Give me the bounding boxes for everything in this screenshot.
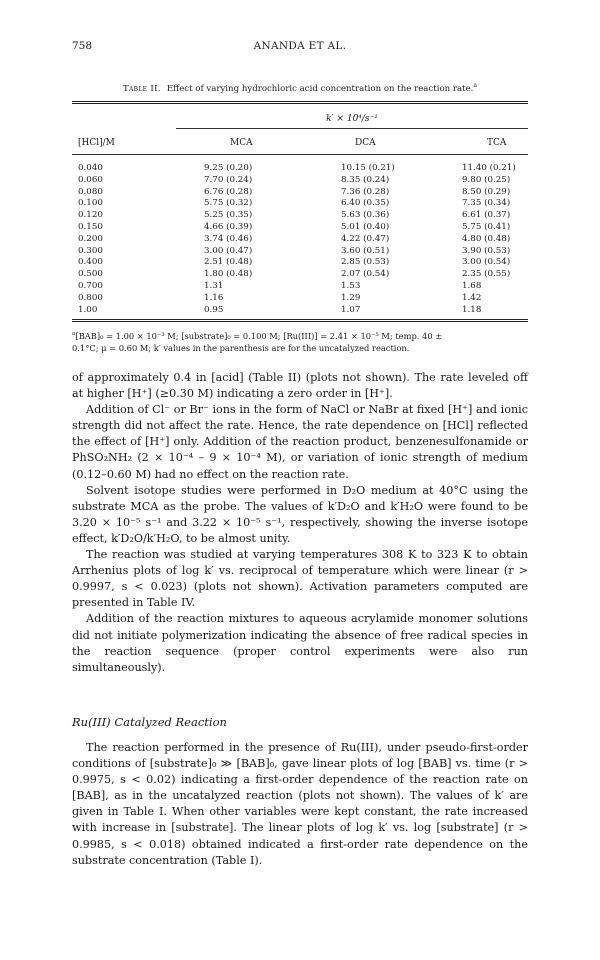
table-cell: 0.500 (78, 269, 103, 280)
section-body-text (72, 740, 528, 869)
table-cell: 7.70 (0.24) (204, 174, 253, 185)
table-cell: 10.15 (0.21) (341, 163, 395, 173)
table-cell: 8.50 (0.29) (462, 186, 511, 197)
section-paragraph: The reaction performed in the presence of Ru(III), under pseudo-first-order conditions of [substrate]₀ ≫ [BAB]₀, gave linear plots of log [BAB] vs. time (r > 0.9975, s < 0.02) indicating a first-order dependence of the reaction rate on [BAB], as in the uncatalyzed reaction (plots not shown). The values of k′ are given in Table I. When other variables were kept constant, the rate increased with increase in [substrate]. The linear plots of log k′ vs. log [substrate] (r > 0.9985, s < 0.018) obtained indicated a first-order rate dependence on the substrate concentration (Table I). (72, 741, 528, 867)
table-caption-text: Effect of varying hydrochloric acid concentration on the reaction rate. (166, 84, 474, 94)
table-cell: 1.00 (78, 304, 98, 315)
table-cell: 6.76 (0.28) (204, 186, 253, 197)
table-cell: 6.40 (0.35) (341, 198, 390, 209)
table-cell: 4.22 (0.47) (341, 233, 390, 244)
table-footnote-line-2 (72, 342, 528, 354)
table-cell: 0.700 (78, 280, 103, 291)
table-footnote-line-1 (72, 330, 528, 342)
running-title: ANANDA ET AL. (253, 40, 347, 52)
table-header-rule (72, 154, 528, 155)
table-row (72, 281, 528, 293)
table-cell: 1.42 (462, 292, 482, 303)
table-cell: 5.75 (0.41) (462, 221, 511, 232)
table-footnote (72, 330, 528, 354)
table-caption (72, 84, 528, 94)
table-cell: 1.68 (462, 280, 482, 291)
table-col-header-dca: DCA (355, 138, 376, 148)
table-cell: 0.300 (78, 245, 103, 256)
table-cell: 3.00 (0.47) (204, 245, 253, 256)
running-head (72, 40, 528, 56)
table-cell: 7.36 (0.28) (341, 186, 390, 197)
table-cell: 5.01 (0.40) (341, 221, 390, 232)
table-row (72, 163, 528, 175)
table-group-header: k′ × 10⁴/s⁻¹ (326, 114, 378, 124)
body-paragraph: Addition of the reaction mixtures to aqueous acrylamide monomer solutions did not initiate polymerization indicating the absence of free radical species in the reaction sequence (proper control experiments were also run simultaneously). (72, 612, 528, 674)
table-row (72, 234, 528, 246)
body-paragraph: Addition of Cl⁻ or Br⁻ ions in the form of NaCl or NaBr at fixed [H⁺] and ionic strength did not affect the rate. Hence, the rate dependence on [HCl] reflected the effect of [H⁺] only. Addition of the reaction product, benzenesulfonamide or PhSO₂NH₂ (2 × 10⁻⁴ – 9 × 10⁻⁴ M), or variation of ionic strength of medium (0.12–0.60 M) had no effect on the reaction rate. (72, 403, 528, 481)
table-cell: 5.63 (0.36) (341, 210, 390, 221)
table-cell: 1.07 (341, 304, 361, 315)
body-text (72, 370, 528, 676)
table-col-header-mca: MCA (230, 138, 253, 148)
table-label: Table II. (123, 84, 161, 94)
table-col-header-tca: TCA (487, 138, 507, 148)
table-cell: 1.29 (341, 292, 361, 303)
table-row (72, 305, 528, 317)
table-cell: 4.66 (0.39) (204, 221, 253, 232)
table-cell: 5.25 (0.35) (204, 210, 253, 221)
table-row (72, 187, 528, 199)
table-row (72, 293, 528, 305)
table-row (72, 269, 528, 281)
table-cell: 9.25 (0.20) (204, 163, 253, 173)
table-cell: 1.18 (462, 304, 482, 315)
section-heading: Ru(III) Catalyzed Reaction (72, 715, 227, 729)
table-top-rule (72, 101, 528, 104)
table-cell: 2.51 (0.48) (204, 257, 253, 268)
table-cell: 8.35 (0.24) (341, 174, 390, 185)
table-group-rule (176, 128, 528, 129)
table-footnote-marker: a (72, 331, 76, 338)
table-cell: 0.150 (78, 221, 103, 232)
table-footnote-text-2: 0.1°C; μ = 0.60 M; k′ values in the parenthesis are for the uncatalyzed reaction. (72, 343, 410, 353)
table-cell: 3.74 (0.46) (204, 233, 253, 244)
table-cell: 2.07 (0.54) (341, 269, 390, 280)
table-row (72, 222, 528, 234)
table-cell: 5.75 (0.32) (204, 198, 253, 209)
table-cell: 6.61 (0.37) (462, 210, 511, 221)
table-cell: 0.95 (204, 304, 224, 315)
table-row (72, 198, 528, 210)
table-row-header: [HCl]/M (78, 138, 115, 148)
table-cell: 11.40 (0.21) (462, 163, 516, 173)
table-cell: 4.80 (0.48) (462, 233, 511, 244)
table-cell: 0.040 (78, 163, 103, 173)
table-cell: 0.060 (78, 174, 103, 185)
body-paragraph: of approximately 0.4 in [acid] (Table II) (plots not shown). The rate leveled off at higher [H⁺] (≥0.30 M) indicating a zero order in [H⁺]. (72, 371, 528, 401)
table-cell: 0.120 (78, 210, 103, 221)
body-paragraph: Solvent isotope studies were performed in D₂O medium at 40°C using the substrate MCA as the probe. The values of k′D₂O and k′H₂O were found to be 3.20 × 10⁻⁵ s⁻¹ and 3.22 × 10⁻⁵ s⁻¹, respectively, showing the inverse isotope effect, k′D₂O/k′H₂O, to be almost unity. (72, 483, 528, 545)
table-bottom-rule (72, 319, 528, 322)
table-cell: 0.100 (78, 198, 103, 209)
table-row (72, 257, 528, 269)
table-cell: 7.35 (0.34) (462, 198, 511, 209)
table-cell: 1.31 (204, 280, 224, 291)
page-number: 758 (72, 40, 93, 52)
table-cell: 2.35 (0.55) (462, 269, 511, 280)
table-cell: 2.85 (0.53) (341, 257, 390, 268)
table-cell: 1.16 (204, 292, 224, 303)
table-cell: 1.80 (0.48) (204, 269, 253, 280)
table-caption-marker: a (473, 82, 477, 90)
table-footnote-text-1: [BAB]₀ = 1.00 × 10⁻³ M; [substrate]₀ = 0.100 M; [Ru(III)] = 2.41 × 10⁻⁵ M; temp. 40 ± (75, 331, 443, 341)
table-row (72, 175, 528, 187)
table-row (72, 246, 528, 258)
table-cell: 0.400 (78, 257, 103, 268)
table-body (72, 163, 528, 316)
table-cell: 3.00 (0.54) (462, 257, 511, 268)
body-paragraph: The reaction was studied at varying temperatures 308 K to 323 K to obtain Arrhenius plots of log k′ vs. reciprocal of temperature which were linear (r > 0.9997, s < 0.023) (plots not shown). Activation parameters computed are presented in Table IV. (72, 548, 528, 610)
table-row (72, 210, 528, 222)
table-cell: 0.200 (78, 233, 103, 244)
table-cell: 9.80 (0.25) (462, 174, 511, 185)
table-cell: 3.60 (0.51) (341, 245, 390, 256)
table-cell: 0.800 (78, 292, 103, 303)
table-cell: 1.53 (341, 280, 361, 291)
table-cell: 3.90 (0.53) (462, 245, 511, 256)
table-cell: 0.080 (78, 186, 103, 197)
